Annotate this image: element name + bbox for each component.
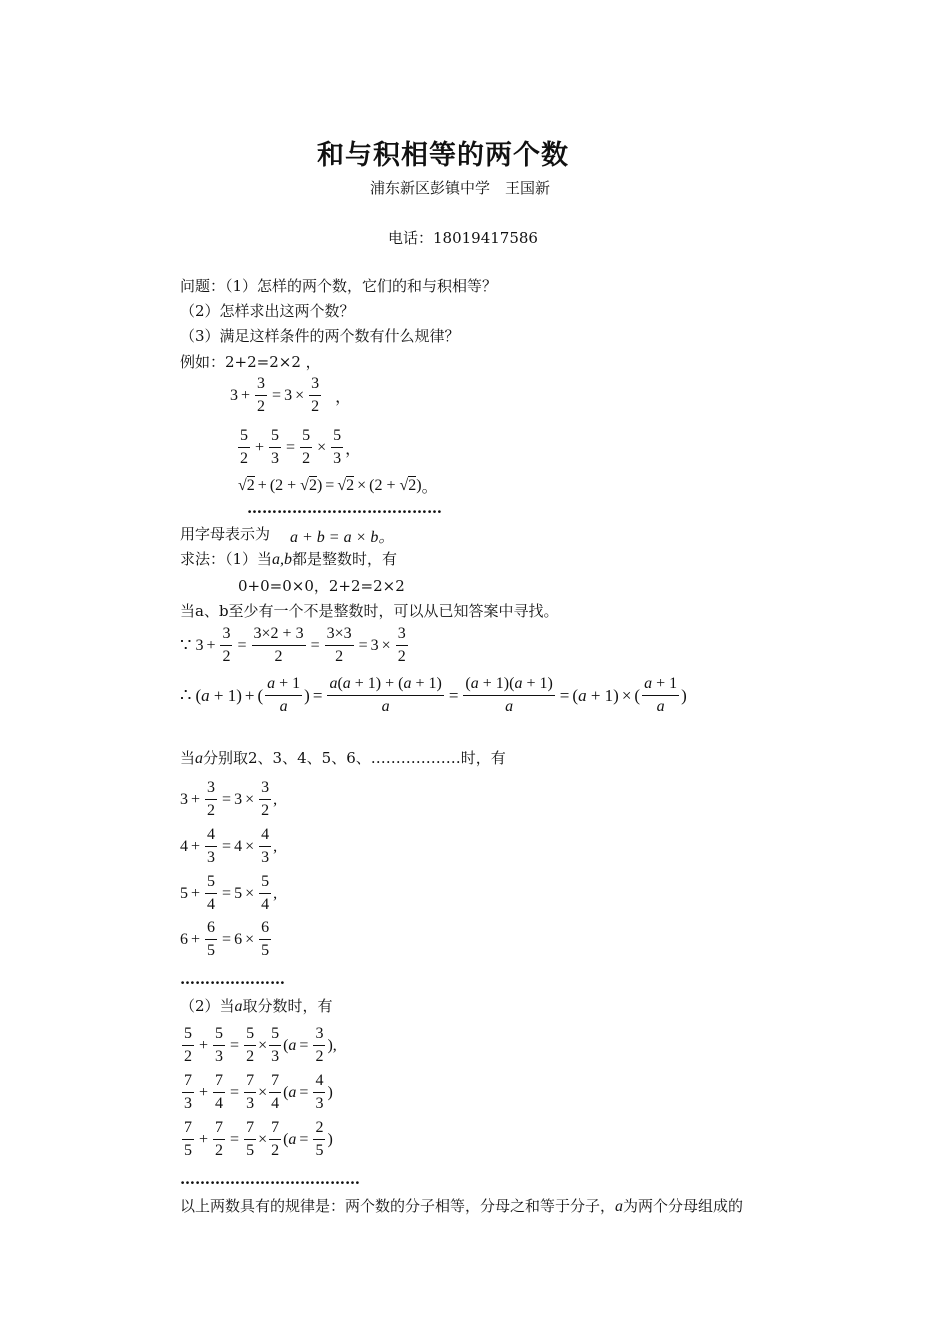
therefore-eq: ∴ (a + 1) + ( $\frac{a + 1}{a}$ ) = $\frac{a(a + 1) + (a + 1)}{a}$ = $\frac{(a + 1)(a + 1)}{a}$ = (a + 1) × ( $\frac{a + 1}{a}$ ) [180, 675, 687, 715]
question-2: （2）怎样求出这两个数？ [180, 302, 355, 320]
ellipsis-short: ………………… [180, 970, 285, 988]
case-eq-6: 6 + $\frac{6}{5}$ = 6 × $\frac{6}{5}$ [180, 919, 270, 959]
frac-eq-1: $\frac{5}{2}$ + $\frac{5}{3}$ = $\frac{5}{2}$ × $\frac{5}{3}$ (a = $\frac{3}{2}$ ), [184, 1025, 337, 1065]
take-a-post: 分别取2、3、4、5、6、………………时，有 [203, 749, 506, 767]
method-tail: 都是整数时，有 [292, 550, 398, 568]
non-integer-line: 当a、b至少有一个不是整数时，可以从已知答案中寻找。 [180, 602, 559, 620]
method-ab: a,b [272, 551, 293, 568]
example-eq-3: √2 + (2 + √2) = √2 × (2 + √2) 。 [238, 476, 438, 496]
question-3: （3）满足这样条件的两个数有什么规律？ [180, 327, 460, 345]
take-a-var: a [195, 750, 204, 767]
author-line: 浦东新区彭镇中学 王国新 [370, 179, 551, 197]
method-intro: 求法：（1）当 [180, 550, 273, 568]
conclusion-pre: 以上两数具有的规律是：两个数的分子相等，分母之和等于分子， [180, 1197, 616, 1215]
fraction-line-var: a [234, 998, 243, 1015]
letter-formula-text: a + b = a × b。 [290, 529, 395, 546]
case-eq-3: 3 + $\frac{3}{2}$ = 3 × $\frac{3}{2}$ , [180, 779, 278, 819]
conclusion-line [180, 1196, 743, 1217]
example-eq-2: $\frac{5}{2}$ + $\frac{5}{3}$ = $\frac{5}{2}$ × $\frac{5}{3}$ ， [240, 427, 362, 467]
take-a-pre: 当 [180, 749, 196, 767]
fraction-line-pre: （2）当 [180, 997, 235, 1015]
fraction-line-post: 取分数时，有 [242, 997, 333, 1015]
conclusion-post: 为两个分母组成的 [623, 1197, 744, 1215]
frac-eq-3: $\frac{7}{5}$ + $\frac{7}{2}$ = $\frac{7}{5}$ × $\frac{7}{2}$ (a = $\frac{2}{5}$ ) [184, 1119, 333, 1159]
frac-eq-2: $\frac{7}{3}$ + $\frac{7}{4}$ = $\frac{7}{3}$ × $\frac{7}{4}$ (a = $\frac{4}{3}$ ) [184, 1072, 333, 1112]
ellipsis-line: ………………………………… [247, 499, 442, 517]
page-title: 和与积相等的两个数 [317, 140, 569, 171]
case-eq-5: 5 + $\frac{5}{4}$ = 5 × $\frac{5}{4}$ , [180, 873, 278, 913]
method-line [180, 549, 397, 570]
example-intro: 例如：2+2=2×2 ， [180, 353, 321, 371]
letter-formula [290, 524, 394, 547]
phone-line: 电话：18019417586 [388, 229, 538, 247]
example-eq-1: 3 + $\frac{3}{2}$ = 3 × $\frac{3}{2}$ ， [230, 375, 352, 415]
because-eq: ∵ 3 + $\frac{3}{2}$ = $\frac{3\times 2 + 3}{2}$ = $\frac{3\times 3}{2}$ = 3 × $\frac{3}{2}$ [180, 625, 406, 665]
fraction-line [180, 996, 333, 1017]
conclusion-var: a [615, 1198, 624, 1215]
take-a-line [180, 748, 506, 769]
case-eq-4: 4 + $\frac{4}{3}$ = 4 × $\frac{4}{3}$ , [180, 826, 278, 866]
question-1: 问题：（1）怎样的两个数，它们的和与积相等？ [180, 277, 498, 295]
ellipsis-mid: ……………………………… [180, 1170, 360, 1188]
letter-intro: 用字母表示为 [180, 525, 271, 543]
integer-cases: 0+0=0×0，2+2=2×2 [238, 577, 405, 595]
